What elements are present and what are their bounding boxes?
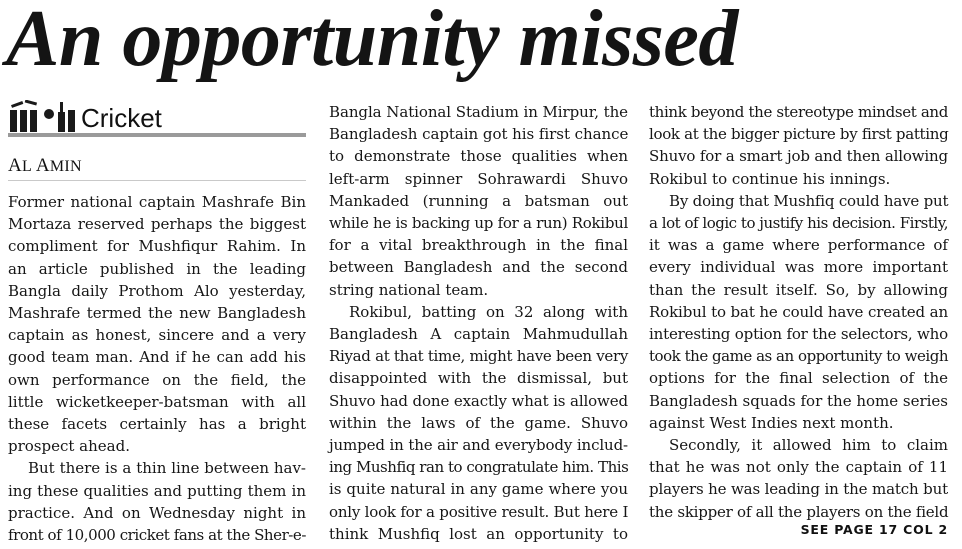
text-line: good team man. And if he can add his — [8, 348, 306, 367]
text-line: compliment for Mushfiqur Rahim. In — [8, 237, 306, 256]
cricket-stumps-icon — [8, 100, 78, 134]
text-line: Rokibul to bat he could have created an — [649, 302, 949, 321]
article-column-2 — [329, 101, 628, 545]
text-line: Shuvo for a smart job and then allowing — [649, 147, 948, 166]
headline: An opportunity missed — [6, 0, 738, 83]
text-line: Bangladesh squads for the home series — [649, 391, 949, 410]
text-line: jumped in the air and everybody includ- — [329, 436, 628, 455]
text-line: Mashrafe termed the new Bangladesh — [8, 304, 306, 323]
text-line: own performance on the field, the — [8, 370, 306, 389]
text-line: a lot of logic to justify his decision. Firstly, — [649, 214, 949, 233]
text-line: against West Indies next month. — [649, 413, 894, 432]
byline-divider — [8, 180, 306, 181]
text-line: options for the final selection of the — [649, 369, 948, 388]
text-line: every individual was more important — [649, 258, 948, 277]
text-line: Secondly, it allowed him to claim — [669, 436, 948, 455]
byline: AL AMIN — [8, 155, 82, 176]
text-line: ing these qualities and putting them in — [8, 481, 306, 500]
text-line: little wicketkeeper-batsman with all — [8, 392, 306, 411]
text-line: between Bangladesh and the second — [329, 258, 628, 277]
text-line: left-arm spinner Sohrawardi Shuvo — [329, 169, 628, 188]
text-line: while he is backing up for a run) Rokibul — [329, 214, 629, 233]
text-line: it was a game where performance of — [649, 236, 948, 255]
text-line: ing Mushfiq ran to congratulate him. This — [329, 458, 629, 477]
text-line: By doing that Mushfiq could have put — [669, 191, 949, 210]
text-line: took the game as an opportunity to weigh — [649, 347, 949, 366]
text-line: Shuvo had done exactly what is allowed — [329, 391, 628, 410]
text-line: the skipper of all the players on the field — [649, 502, 949, 521]
text-line: players he was leading in the match but — [649, 480, 948, 499]
text-line: Rokibul to continue his innings. — [649, 169, 891, 188]
text-line: Bangladesh captain got his first chance — [329, 125, 629, 144]
text-line: interesting option for the selectors, who — [649, 325, 948, 344]
text-line: is quite natural in any game where you — [329, 480, 629, 499]
text-line: captain as honest, sincere and a very — [8, 326, 306, 345]
text-line: that he was not only the captain of 11 — [649, 458, 948, 477]
section-divider — [8, 133, 306, 137]
text-line: think Mushfiq lost an opportunity to — [329, 524, 628, 543]
text-line: than the result itself. So, by allowing — [649, 280, 948, 299]
text-line: practice. And on Wednesday night in — [8, 503, 306, 522]
text-line: to demonstrate those qualities when — [329, 147, 628, 166]
text-line: disappointed with the dismissal, but — [329, 369, 628, 388]
text-line: Bangla daily Prothom Alo yesterday, — [8, 281, 306, 300]
text-line: Bangla National Stadium in Mirpur, the — [329, 103, 628, 121]
text-line: Mankaded (running a batsman out — [329, 191, 628, 210]
continuation-jump: SEE PAGE 17 COL 2 — [800, 522, 948, 537]
text-line: Mortaza reserved perhaps the biggest — [8, 215, 306, 234]
section-tag — [8, 100, 306, 138]
text-line: think beyond the stereotype mindset and — [649, 103, 948, 121]
text-line: front of 10,000 cricket fans at the Sher-e- — [8, 526, 306, 545]
text-line: an article published in the leading — [8, 259, 306, 278]
article-column-3 — [649, 101, 948, 523]
text-line: look at the bigger picture by first patting — [649, 125, 949, 144]
text-line: But there is a thin line between hav- — [28, 459, 306, 478]
section-label: Cricket — [81, 103, 162, 133]
text-line: these facets certainly has a bright — [8, 415, 306, 434]
text-line: Rokibul, batting on 32 along with — [349, 302, 628, 321]
text-line: Riyad at that time, might have been very — [329, 347, 629, 366]
text-line: within the laws of the game. Shuvo — [329, 413, 628, 432]
text-line: for a vital breakthrough in the final — [329, 236, 628, 255]
text-line: string national team. — [329, 280, 489, 299]
text-line: only look for a positive result. But here I — [329, 502, 629, 521]
text-line: prospect ahead. — [8, 437, 130, 456]
article-column-1 — [8, 191, 306, 546]
text-line: Bangladesh A captain Mahmudullah — [329, 325, 629, 344]
text-line: Former national captain Mashrafe Bin — [8, 193, 306, 211]
